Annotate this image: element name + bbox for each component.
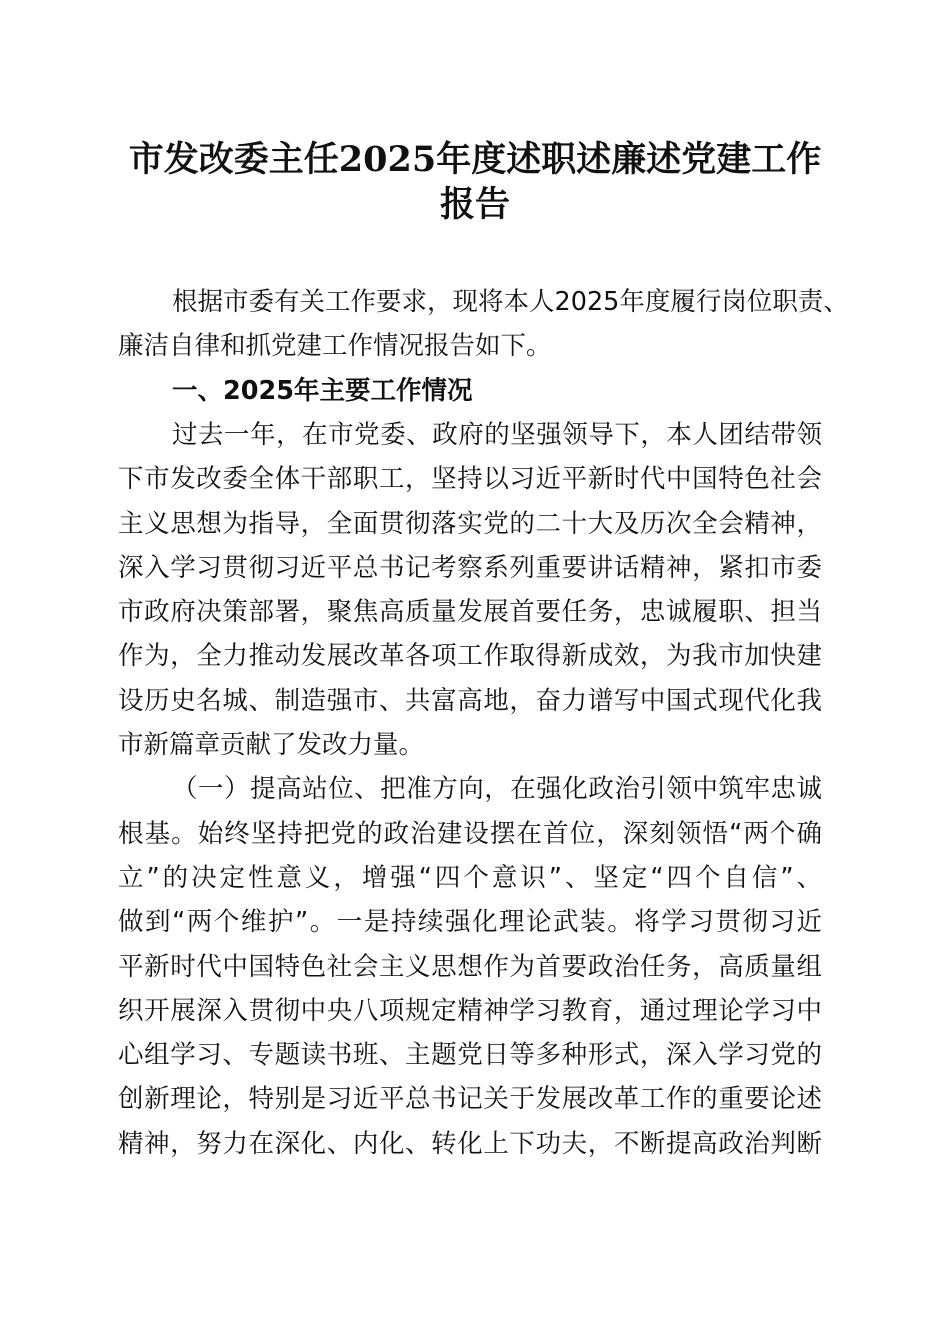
document-title-line-1: 市发改委主任2025年度述职述廉述党建工作 [128,139,822,180]
body-text-line: （一）提高站位、把准方向，在强化政治引领中筑牢忠诚 [172,774,822,805]
document-title-line-2: 报告 [439,184,510,225]
body-text-line: 廉洁自律和抓党建工作情况报告如下。 [118,331,552,362]
body-text-line: 立”的决定性意义，增强“四个意识”、坚定“四个自信”、 [118,862,822,893]
body-text-line: 精神，努力在深化、内化、转化上下功夫，不断提高政治判断 [118,1128,822,1159]
body-text-line: 心组学习、专题读书班、主题党日等多种形式，深入学习党的 [118,1040,822,1071]
body-text-line: 根基。始终坚持把党的政治建设摆在首位，深刻领悟“两个确 [118,818,822,849]
body-text-line: 下市发改委全体干部职工，坚持以习近平新时代中国特色社会 [118,464,822,495]
body-text-line: 过去一年，在市党委、政府的坚强领导下，本人团结带领 [172,419,822,450]
body-text-line: 主义思想为指导，全面贯彻落实党的二十大及历次全会精神， [118,508,822,539]
body-text-line: 平新时代中国特色社会主义思想作为首要政治任务，高质量组 [118,951,822,982]
body-text-line: 织开展深入贯彻中央八项规定精神学习教育，通过理论学习中 [118,995,822,1026]
body-text-line: 市政府决策部署，聚焦高质量发展首要任务，忠诚履职、担当 [118,597,822,628]
body-text-line: 深入学习贯彻习近平总书记考察系列重要讲话精神，紧扣市委 [118,552,822,583]
body-text-line: 做到“两个维护”。一是持续强化理论武装。将学习贯彻习近 [118,907,822,938]
body-text-line: 设历史名城、制造强市、共富高地，奋力谱写中国式现代化我 [118,685,822,716]
body-text-line: 根据市委有关工作要求，现将本人2025年度履行岗位职责、 [172,287,849,317]
body-text-line: 创新理论，特别是习近平总书记关于发展改革工作的重要论述 [118,1084,822,1115]
body-text-line: 市新篇章贡献了发改力量。 [118,730,425,760]
body-text-line: 作为，全力推动发展改革各项工作取得新成效，为我市加快建 [118,641,822,672]
section-heading: 一、2025年主要工作情况 [172,375,473,406]
